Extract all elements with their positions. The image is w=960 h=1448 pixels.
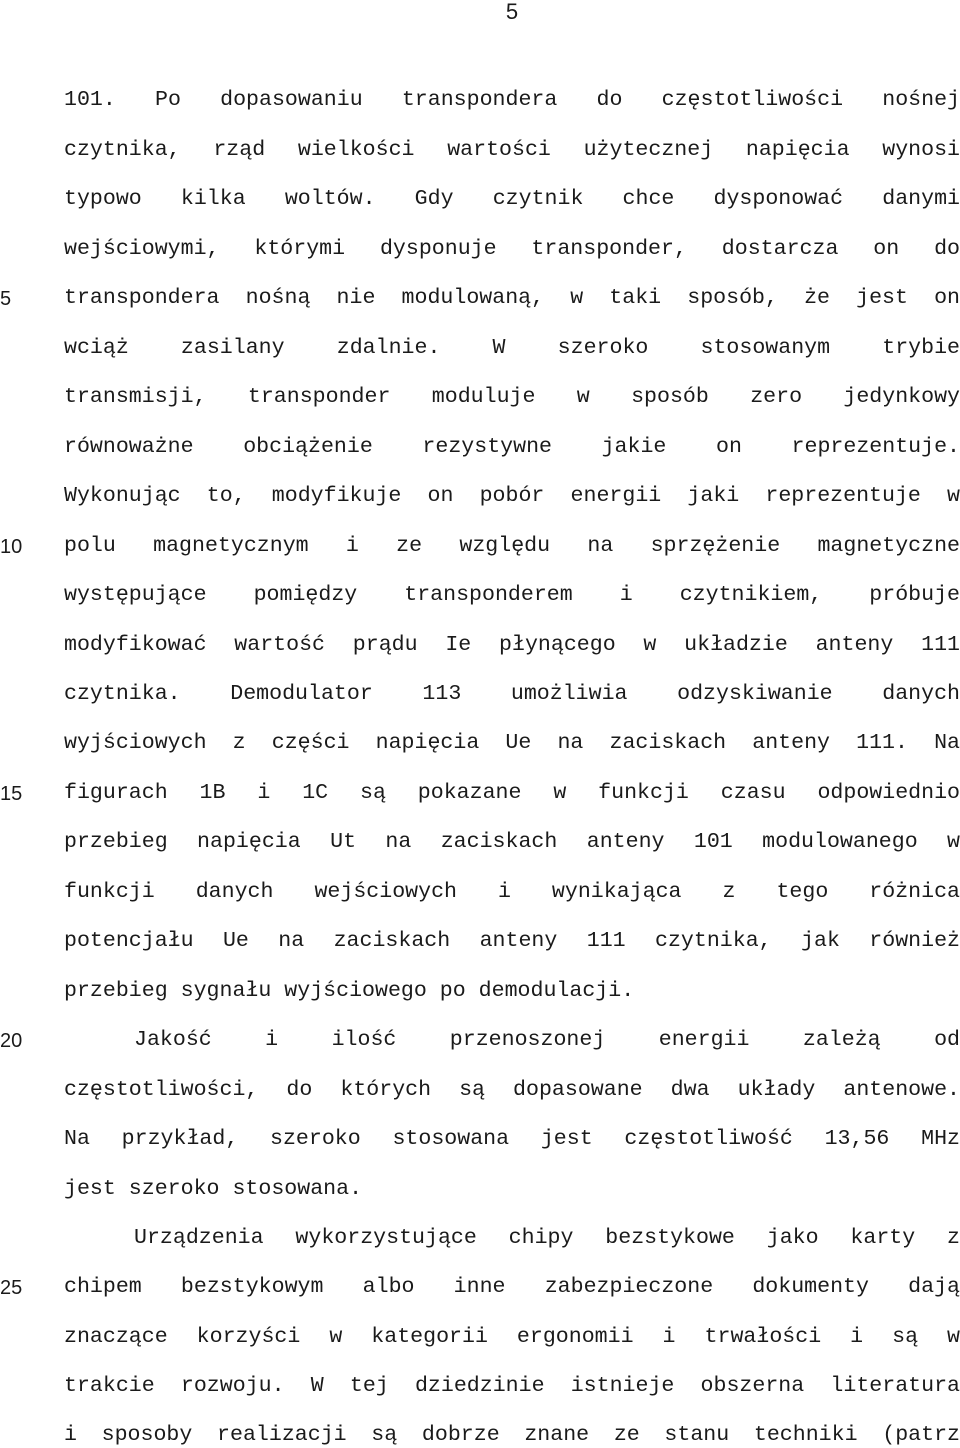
line-number-5: 5 xyxy=(0,288,12,310)
text-line: wejściowymi, którymi dysponuje transponder, dostarcza on do xyxy=(64,237,960,261)
text-line: Jakość i ilość przenoszonej energii zależą od xyxy=(134,1028,960,1052)
text-line: modyfikować wartość prądu Ie płynącego w układzie anteny 111 xyxy=(64,633,960,657)
text-line: potencjału Ue na zaciskach anteny 111 czytnika, jak również xyxy=(64,929,960,953)
text-line: przebieg napięcia Ut na zaciskach anteny 101 modulowanego w xyxy=(64,830,960,854)
text-line: Wykonując to, modyfikuje on pobór energii jaki reprezentuje w xyxy=(64,484,960,508)
line-number-20: 20 xyxy=(0,1030,23,1052)
text-line: czytnika, rząd wielkości wartości użytecznej napięcia wynosi xyxy=(64,138,960,162)
text-line: wciąż zasilany zdalnie. W szeroko stosowanym trybie xyxy=(64,336,960,360)
page-number: 5 xyxy=(505,0,519,24)
text-line: znaczące korzyści w kategorii ergonomii i trwałości i są w xyxy=(64,1325,960,1349)
text-line: funkcji danych wejściowych i wynikająca z tego różnica xyxy=(64,880,960,904)
text-line: występujące pomiędzy transponderem i czytnikiem, próbuje xyxy=(64,583,960,607)
text-line: chipem bezstykowym albo inne zabezpieczone dokumenty dają xyxy=(64,1275,960,1299)
line-number-15: 15 xyxy=(0,783,23,805)
text-line: jest szeroko stosowana. xyxy=(64,1177,363,1201)
text-line: czytnika. Demodulator 113 umożliwia odzyskiwanie danych xyxy=(64,682,960,706)
line-number-10: 10 xyxy=(0,536,23,558)
text-line: typowo kilka woltów. Gdy czytnik chce dysponować danymi xyxy=(64,187,960,211)
text-line: transmisji, transponder moduluje w sposób zero jedynkowy xyxy=(64,385,960,409)
text-line: figurach 1B i 1C są pokazane w funkcji czasu odpowiednio xyxy=(64,781,960,805)
text-line: i sposoby realizacji są dobrze znane ze stanu techniki (patrz xyxy=(64,1423,960,1447)
text-line: Urządzenia wykorzystujące chipy bezstykowe jako karty z xyxy=(134,1226,960,1250)
text-line: Na przykład, szeroko stosowana jest częstotliwość 13,56 MHz xyxy=(64,1127,960,1151)
text-line: transpondera nośną nie modulowaną, w taki sposób, że jest on xyxy=(64,286,960,310)
text-line: przebieg sygnału wyjściowego po demodulacji. xyxy=(64,979,635,1003)
text-line: 101. Po dopasowaniu transpondera do częstotliwości nośnej xyxy=(64,88,960,112)
text-line: wyjściowych z części napięcia Ue na zaciskach anteny 111. Na xyxy=(64,731,960,755)
line-number-25: 25 xyxy=(0,1277,23,1299)
text-line: trakcie rozwoju. W tej dziedzinie istnieje obszerna literatura xyxy=(64,1374,960,1398)
text-line: równoważne obciążenie rezystywne jakie on reprezentuje. xyxy=(64,435,960,459)
text-line: polu magnetycznym i ze względu na sprzężenie magnetyczne xyxy=(64,534,960,558)
text-line: częstotliwości, do których są dopasowane dwa układy antenowe. xyxy=(64,1078,960,1102)
